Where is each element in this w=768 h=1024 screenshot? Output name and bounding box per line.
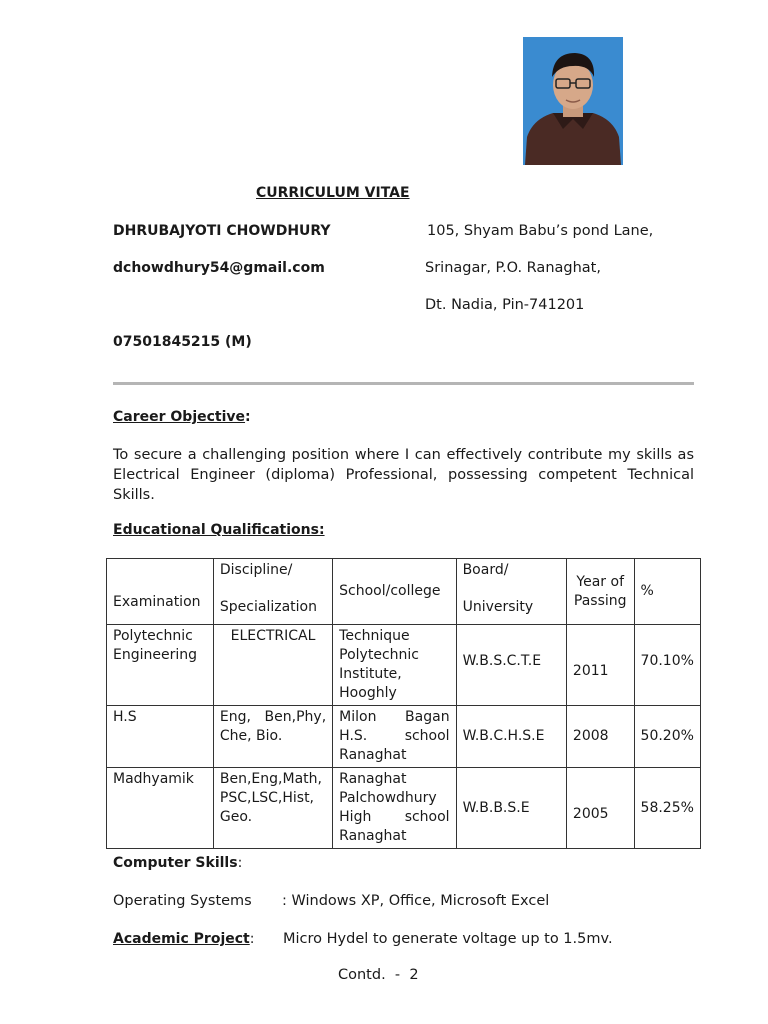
row-discipline-line: ELECTRICAL — [230, 628, 316, 644]
row-discipline — [213, 706, 332, 768]
row-school — [333, 768, 456, 849]
header-school: School/college — [333, 559, 456, 625]
header-discipline-line1: Discipline/ — [219, 562, 293, 578]
row-discipline-line: Ben,Eng,Math, — [219, 771, 322, 787]
career-objective-heading-suffix: : — [245, 409, 251, 425]
education-heading: Educational Qualifications: — [113, 522, 325, 538]
computer-skills-heading-suffix: : — [237, 855, 243, 871]
header-board-line2: University — [462, 599, 534, 615]
row-school-line: High school — [339, 809, 450, 825]
row-discipline-line: PSC,LSC,Hist, — [219, 790, 315, 806]
row-examination-line: H.S — [113, 709, 137, 725]
row-examination-line: Polytechnic — [113, 628, 193, 644]
computer-skills-heading-text: Computer Skills — [113, 855, 238, 871]
header-discipline-line2: Specialization — [219, 599, 317, 615]
row-examination — [107, 706, 214, 768]
address-line-2: Srinagar, P.O. Ranaghat, — [425, 260, 601, 276]
career-objective-heading-text: Career Objective — [113, 409, 246, 425]
address-line-3: Dt. Nadia, Pin-741201 — [425, 297, 585, 313]
table-header-row — [107, 559, 701, 625]
row-board: W.B.B.S.E — [456, 768, 566, 849]
table-row — [107, 768, 701, 849]
education-table — [106, 558, 701, 849]
email-address: dchowdhury54@gmail.com — [113, 260, 325, 276]
header-year-line1: Year of — [576, 573, 625, 590]
row-school-line: Palchowdhury — [339, 790, 437, 806]
row-school-line: Technique — [339, 628, 410, 644]
header-board-line1: Board/ — [462, 562, 509, 578]
row-school — [333, 706, 456, 768]
row-year: 2011 — [566, 625, 634, 706]
header-year — [566, 559, 634, 625]
row-board: W.B.S.C.T.E — [456, 625, 566, 706]
row-examination-line: Madhyamik — [113, 771, 194, 787]
academic-project-value: Micro Hydel to generate voltage up to 1.5mv. — [283, 931, 613, 947]
academic-project-heading — [113, 931, 254, 947]
row-year: 2008 — [566, 706, 634, 768]
row-school-line: Ranaghat — [339, 771, 407, 787]
row-school-line: Polytechnic — [339, 647, 419, 663]
row-school-line: Ranaghat — [339, 828, 407, 844]
header-percent: % — [634, 559, 700, 625]
career-objective-text: To secure a challenging position where I can effectively contribute my skills as Electrical Engineer (diploma) Professional, possessing competent Technical Skills. — [113, 447, 694, 503]
row-examination — [107, 625, 214, 706]
row-discipline-line: Eng, Ben,Phy, — [219, 709, 327, 725]
academic-project-heading-suffix: : — [249, 931, 255, 947]
row-percent: 58.25% — [634, 768, 700, 849]
row-year: 2005 — [566, 768, 634, 849]
row-discipline-line: Che, Bio. — [219, 728, 283, 744]
row-discipline — [213, 625, 332, 706]
profile-photo — [523, 37, 623, 165]
row-examination — [107, 768, 214, 849]
row-school-line: Ranaghat — [339, 747, 407, 763]
address-line-1: 105, Shyam Babu’s pond Lane, — [427, 223, 654, 239]
header-discipline — [213, 559, 332, 625]
page-footer: Contd. - 2 — [338, 967, 419, 983]
row-discipline-line: Geo. — [219, 809, 253, 825]
horizontal-divider — [113, 382, 694, 385]
header-year-line2: Passing — [573, 592, 627, 609]
academic-project-heading-text: Academic Project — [113, 931, 250, 947]
career-objective-heading — [113, 409, 251, 425]
row-school-line: Institute, — [339, 666, 402, 682]
row-percent: 50.20% — [634, 706, 700, 768]
phone-number: 07501845215 (M) — [113, 334, 252, 350]
row-examination-line: Engineering — [113, 647, 197, 663]
candidate-name: DHRUBAJYOTI CHOWDHURY — [113, 223, 331, 239]
profile-photo-image — [523, 37, 623, 165]
row-school — [333, 625, 456, 706]
operating-systems-value: : Windows XP, Office, Microsoft Excel — [282, 893, 550, 909]
operating-systems-label: Operating Systems — [113, 893, 252, 909]
row-school-line: Milon Bagan — [339, 709, 450, 725]
row-board: W.B.C.H.S.E — [456, 706, 566, 768]
table-row — [107, 706, 701, 768]
row-school-line: H.S. school — [339, 728, 450, 744]
row-percent: 70.10% — [634, 625, 700, 706]
computer-skills-heading — [113, 855, 242, 871]
row-discipline — [213, 768, 332, 849]
row-school-line: Hooghly — [339, 685, 397, 701]
header-examination: Examination — [107, 559, 214, 625]
header-board — [456, 559, 566, 625]
cv-title: CURRICULUM VITAE — [256, 185, 410, 201]
table-row — [107, 625, 701, 706]
